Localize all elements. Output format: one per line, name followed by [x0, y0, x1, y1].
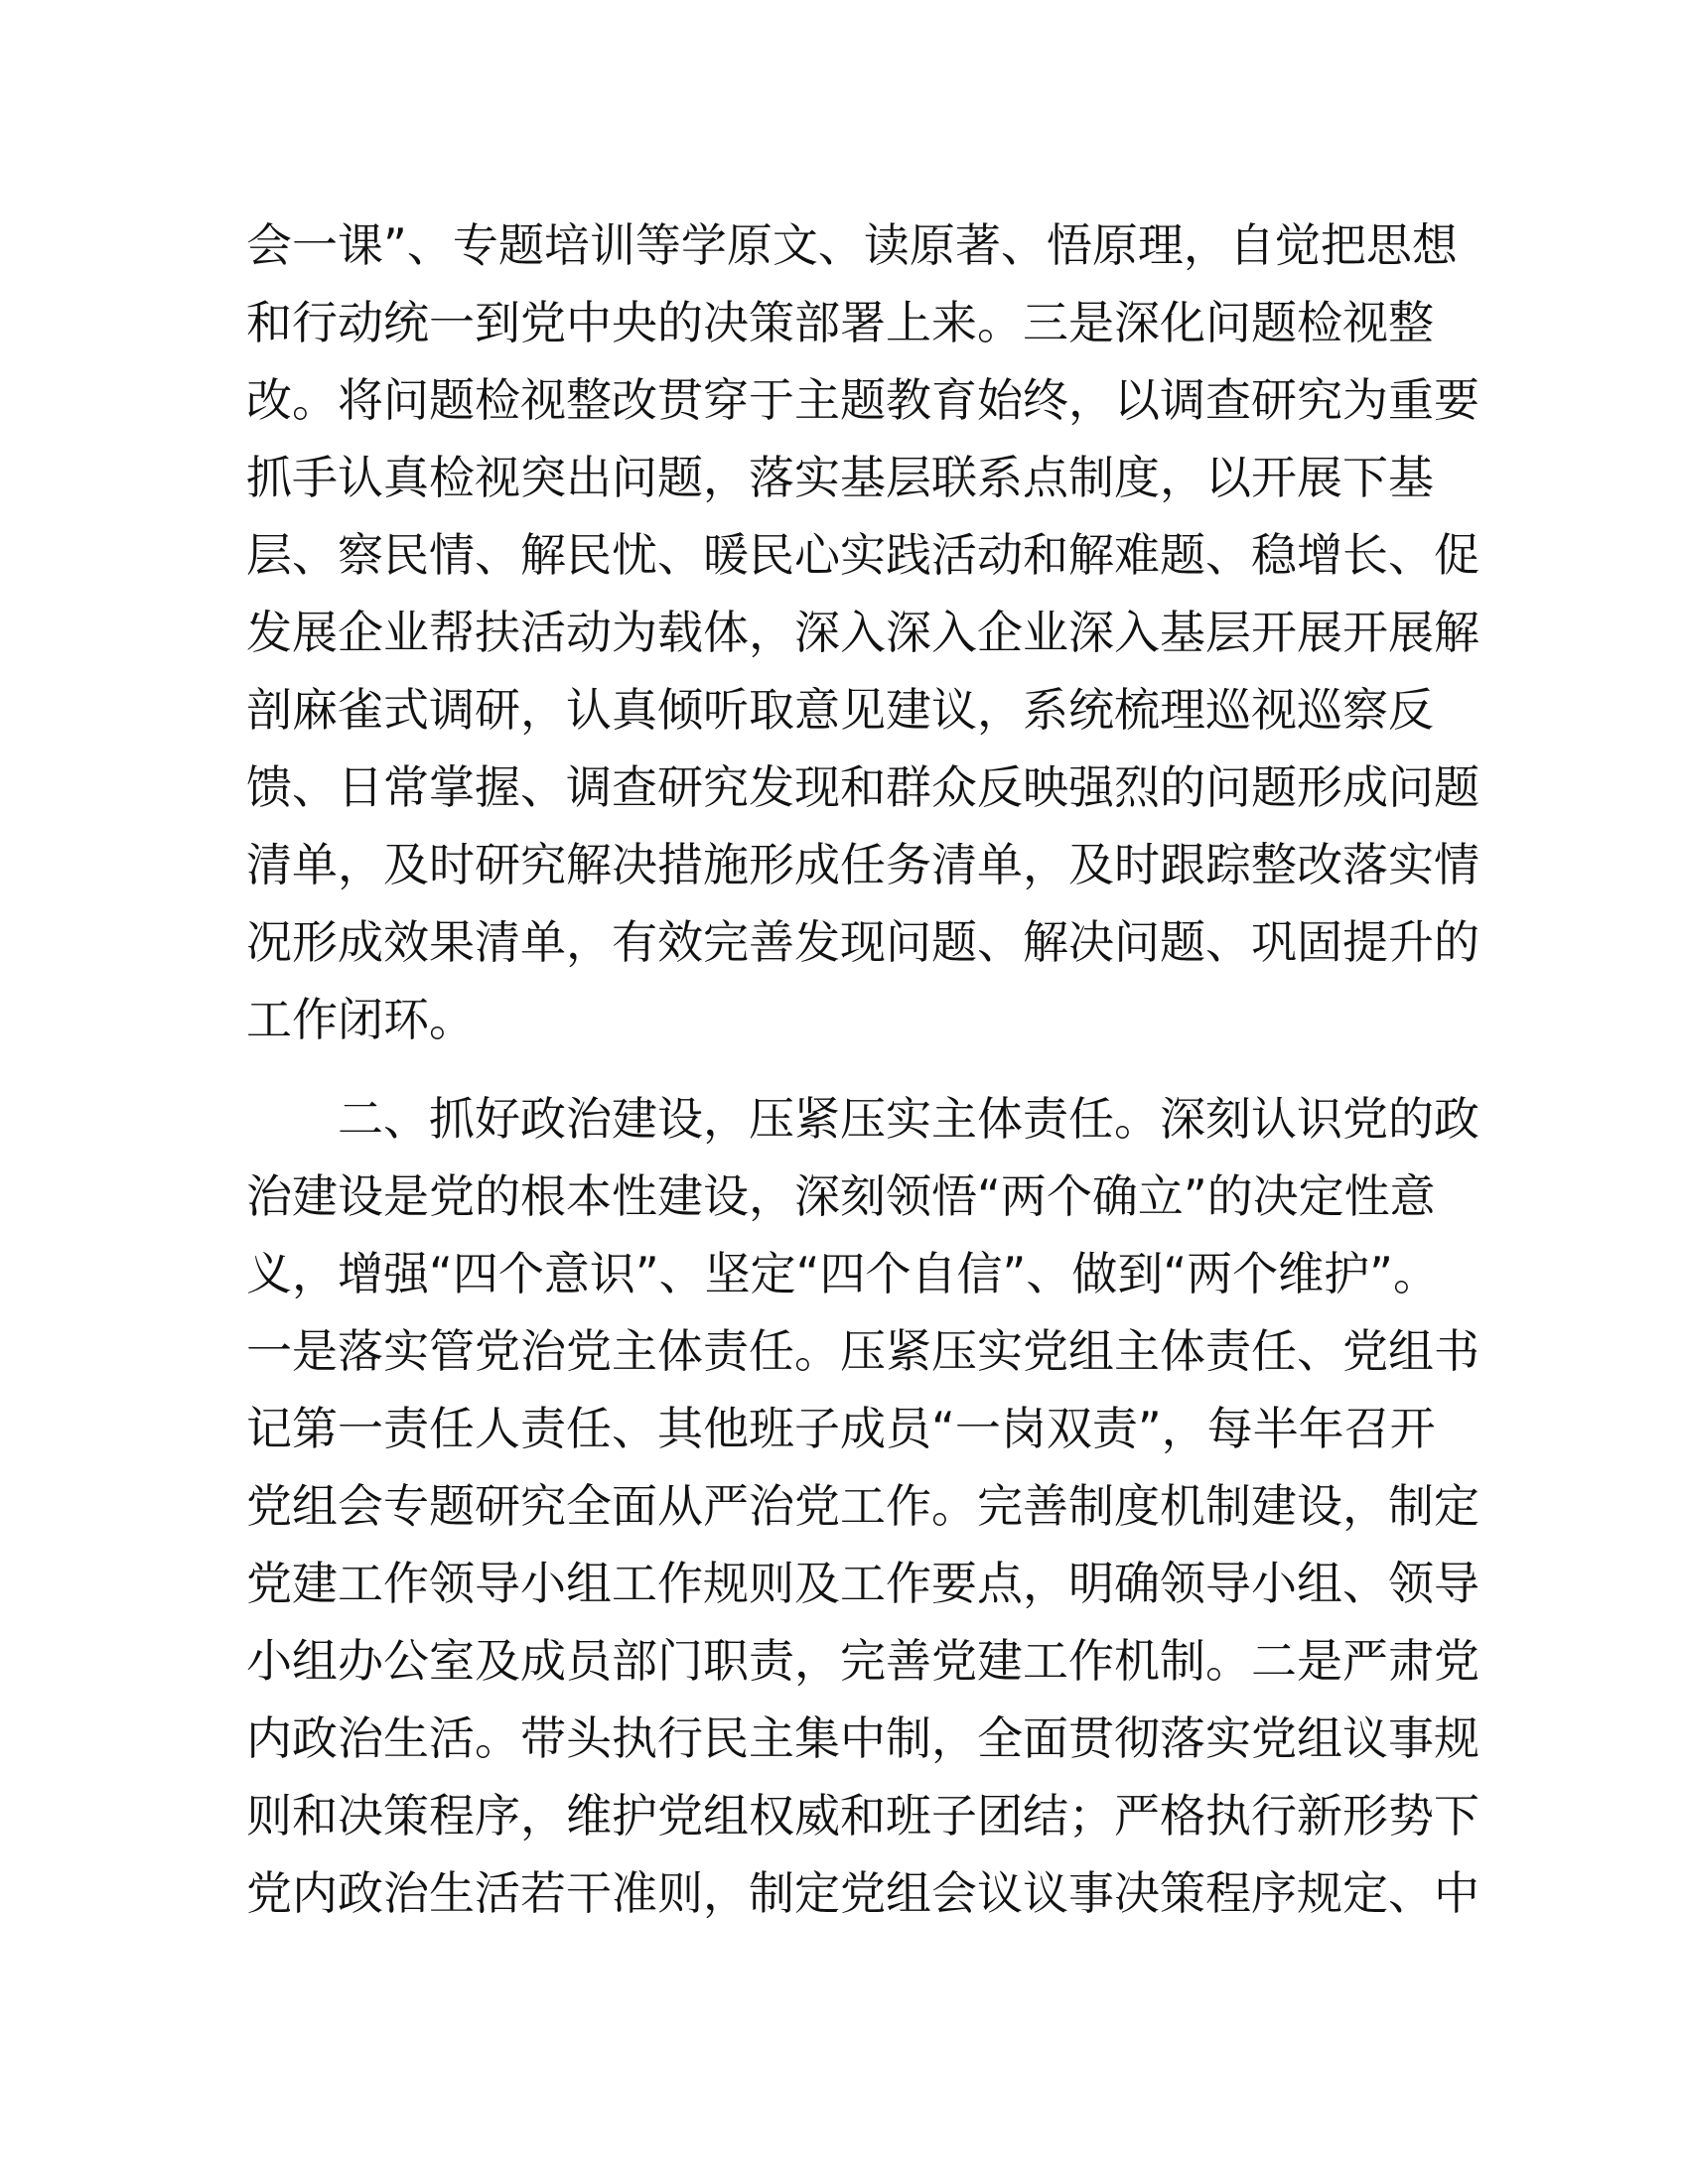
paragraph-line: 二、抓好政治建设，压紧压实主体责任。深刻认识党的政	[246, 1092, 1479, 1146]
paragraph-line: 义，增强“四个意识”、坚定“四个自信”、做到“两个维护”。	[246, 1247, 1439, 1300]
paragraph-line: 发展企业帮扶活动为载体，深入深入企业深入基层开展开展解	[246, 606, 1479, 659]
paragraph-line: 馈、日常掌握、调查研究发现和群众反映强烈的问题形成问题	[246, 760, 1479, 814]
paragraph-line: 内政治生活。带头执行民主集中制，全面贯彻落实党组议事规	[246, 1711, 1479, 1765]
paragraph-line: 党建工作领导小组工作规则及工作要点，明确领导小组、领导	[246, 1557, 1479, 1610]
paragraph-line: 一是落实管党治党主体责任。压紧压实党组主体责任、党组书	[246, 1324, 1479, 1378]
paragraph-line: 党组会专题研究全面从严治党工作。完善制度机制建设，制定	[246, 1479, 1479, 1533]
paragraph-line: 治建设是党的根本性建设，深刻领悟“两个确立”的决定性意	[246, 1169, 1436, 1223]
paragraph-line: 记第一责任人责任、其他班子成员“一岗双责”，每半年召开	[246, 1402, 1436, 1455]
paragraph-line: 清单，及时研究解决措施形成任务清单，及时跟踪整改落实情	[246, 838, 1479, 891]
paragraph-2	[246, 1080, 1479, 1932]
paragraph-line: 抓手认真检视突出问题，落实基层联系点制度，以开展下基	[246, 451, 1434, 504]
paragraph-line: 会一课”、专题培训等学原文、读原著、悟原理，自觉把思想	[246, 218, 1458, 272]
paragraph-spacer	[246, 1058, 1448, 1080]
paragraph-line: 工作闭环。	[246, 993, 475, 1046]
paragraph-line: 剖麻雀式调研，认真倾听取意见建议，系统梳理巡视巡察反	[246, 683, 1434, 737]
paragraph-line: 小组办公室及成员部门职责，完善党建工作机制。二是严肃党	[246, 1634, 1479, 1688]
paragraph-line: 和行动统一到党中央的决策部署上来。三是深化问题检视整	[246, 296, 1434, 349]
paragraph-line: 改。将问题检视整改贯穿于主题教育始终，以调查研究为重要	[246, 373, 1479, 427]
paragraph-1	[246, 206, 1479, 1058]
paragraph-line: 则和决策程序，维护党组权威和班子团结；严格执行新形势下	[246, 1789, 1479, 1843]
body-text	[246, 206, 1479, 1932]
paragraph-line: 层、察民情、解民忧、暖民心实践活动和解难题、稳增长、促	[246, 528, 1479, 582]
paragraph-line: 况形成效果清单，有效完善发现问题、解决问题、巩固提升的	[246, 915, 1479, 969]
paragraph-line: 党内政治生活若干准则，制定党组会议议事决策程序规定、中	[246, 1866, 1479, 1920]
